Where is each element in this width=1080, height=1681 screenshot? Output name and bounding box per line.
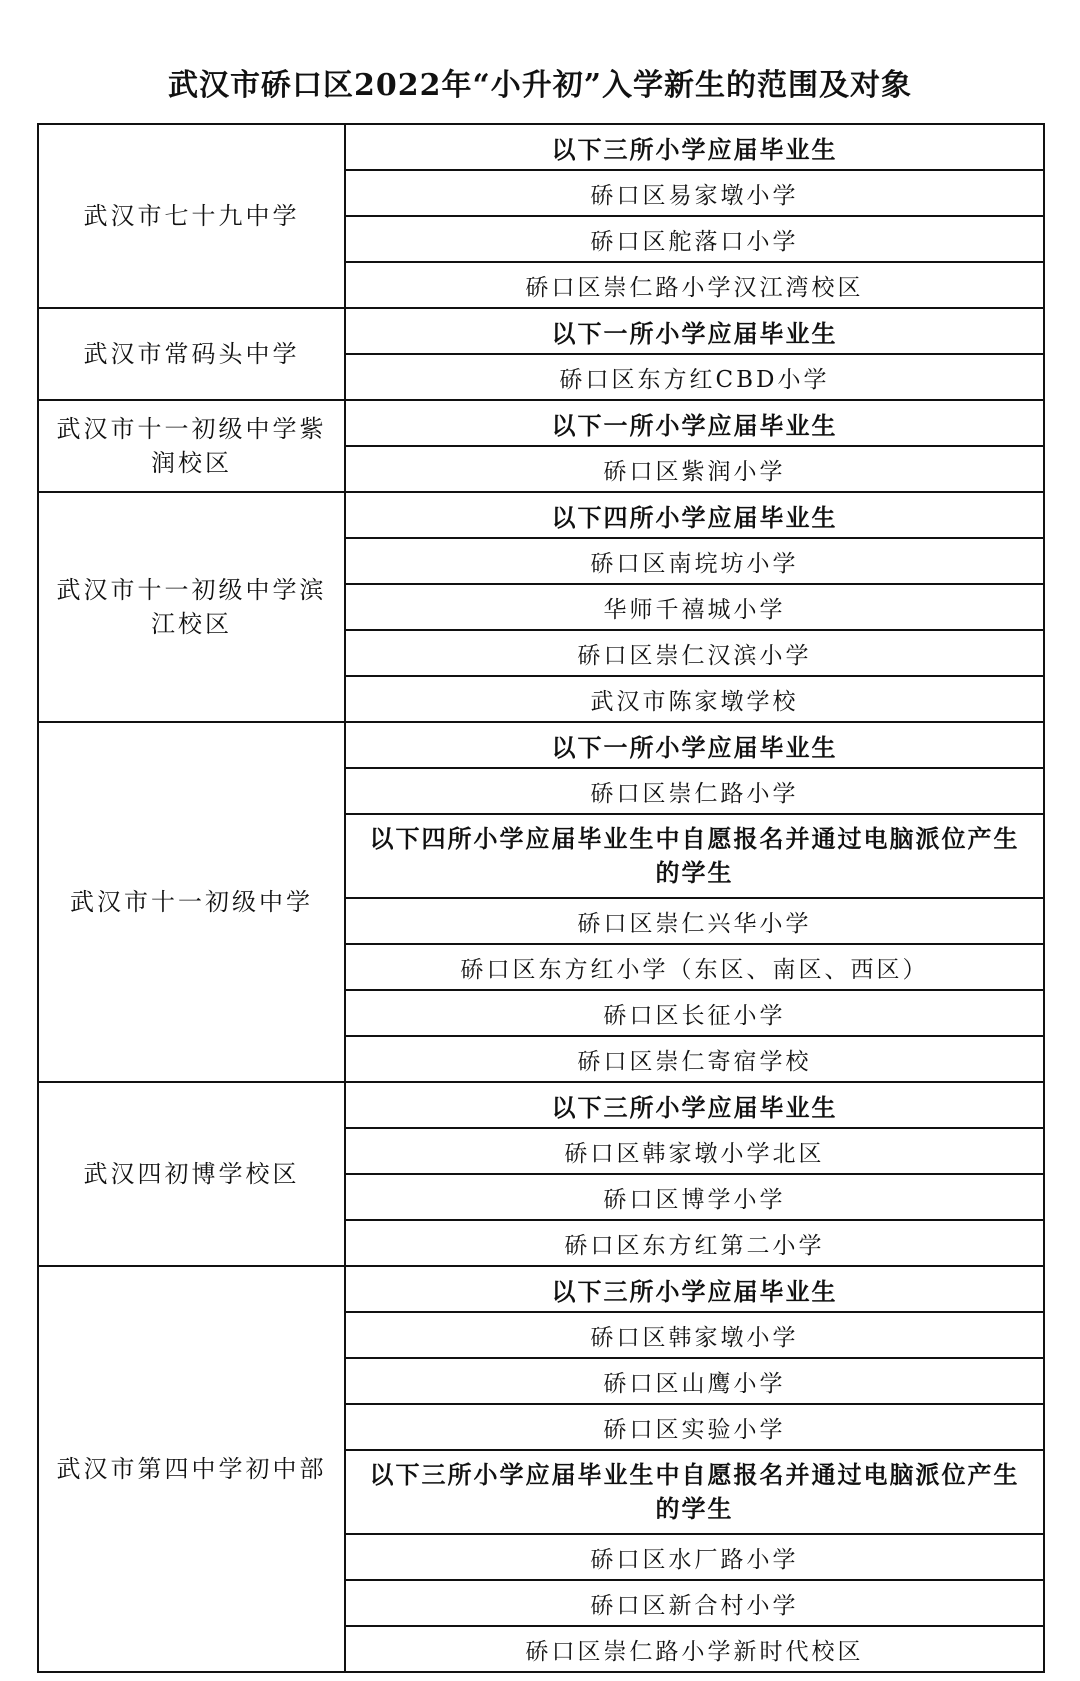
- table-row: [38, 124, 1044, 170]
- eligibility-header: 以下三所小学应届毕业生: [345, 1266, 1044, 1312]
- primary-school-name: 硚口区山鹰小学: [345, 1358, 1044, 1404]
- primary-school-name: 硚口区崇仁寄宿学校: [345, 1036, 1044, 1082]
- primary-school-name: 硚口区崇仁路小学新时代校区: [345, 1626, 1044, 1672]
- primary-school-name: 华师千禧城小学: [345, 584, 1044, 630]
- eligibility-header: 以下三所小学应届毕业生: [345, 124, 1044, 170]
- primary-school-name: 硚口区东方红CBD小学: [345, 354, 1044, 400]
- eligibility-header: 以下一所小学应届毕业生: [345, 400, 1044, 446]
- primary-school-name: 硚口区崇仁兴华小学: [345, 898, 1044, 944]
- primary-school-name: 硚口区东方红小学（东区、南区、西区）: [345, 944, 1044, 990]
- middle-school-name: 武汉市第四中学初中部: [38, 1266, 345, 1672]
- primary-school-name: 硚口区实验小学: [345, 1404, 1044, 1450]
- primary-school-name: 武汉市陈家墩学校: [345, 676, 1044, 722]
- eligibility-header: 以下一所小学应届毕业生: [345, 722, 1044, 768]
- table-row: [38, 400, 1044, 446]
- eligibility-header: 以下四所小学应届毕业生中自愿报名并通过电脑派位产生的学生: [345, 814, 1044, 898]
- middle-school-name: 武汉市十一初级中学紫润校区: [38, 400, 345, 492]
- eligibility-header: 以下三所小学应届毕业生: [345, 1082, 1044, 1128]
- primary-school-name: 硚口区韩家墩小学北区: [345, 1128, 1044, 1174]
- enrollment-table: [37, 123, 1045, 1673]
- primary-school-name: 硚口区东方红第二小学: [345, 1220, 1044, 1266]
- eligibility-header: 以下四所小学应届毕业生: [345, 492, 1044, 538]
- primary-school-name: 硚口区崇仁路小学: [345, 768, 1044, 814]
- table-row: [38, 492, 1044, 538]
- table-row: [38, 1082, 1044, 1128]
- primary-school-name: 硚口区博学小学: [345, 1174, 1044, 1220]
- primary-school-name: 硚口区南垸坊小学: [345, 538, 1044, 584]
- eligibility-header: 以下三所小学应届毕业生中自愿报名并通过电脑派位产生的学生: [345, 1450, 1044, 1534]
- middle-school-name: 武汉市常码头中学: [38, 308, 345, 400]
- eligibility-header: 以下一所小学应届毕业生: [345, 308, 1044, 354]
- middle-school-name: 武汉市十一初级中学滨江校区: [38, 492, 345, 722]
- middle-school-name: 武汉四初博学校区: [38, 1082, 345, 1266]
- primary-school-name: 硚口区崇仁汉滨小学: [345, 630, 1044, 676]
- primary-school-name: 硚口区长征小学: [345, 990, 1044, 1036]
- enrollment-table-body: [38, 124, 1044, 1672]
- primary-school-name: 硚口区水厂路小学: [345, 1534, 1044, 1580]
- primary-school-name: 硚口区舵落口小学: [345, 216, 1044, 262]
- middle-school-name: 武汉市十一初级中学: [38, 722, 345, 1082]
- document-title: 武汉市硚口区2022年“小升初”入学新生的范围及对象: [167, 68, 912, 103]
- table-row: [38, 1266, 1044, 1312]
- middle-school-name: 武汉市七十九中学: [38, 124, 345, 308]
- table-row: [38, 308, 1044, 354]
- primary-school-name: 硚口区易家墩小学: [345, 170, 1044, 216]
- primary-school-name: 硚口区新合村小学: [345, 1580, 1044, 1626]
- primary-school-name: 硚口区韩家墩小学: [345, 1312, 1044, 1358]
- primary-school-name: 硚口区紫润小学: [345, 446, 1044, 492]
- primary-school-name: 硚口区崇仁路小学汉江湾校区: [345, 262, 1044, 308]
- table-row: [38, 722, 1044, 768]
